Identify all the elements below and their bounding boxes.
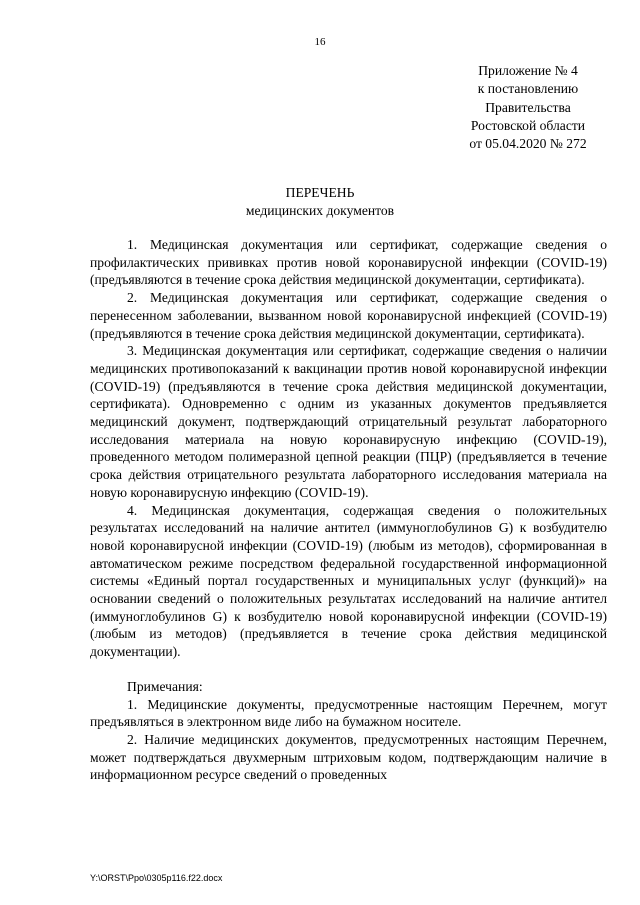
title-heading: ПЕРЕЧЕНЬ [285, 185, 355, 200]
note-item: 1. Медицинские документы, предусмотренные настоящим Перечнем, могут предъявляться в электронном виде либо на бумажном носителе. [90, 696, 607, 730]
note-item: 2. Наличие медицинских документов, предусмотренных настоящим Перечнем, может подтверждаться двухмерным штриховым кодом, подтверждающим наличие в информационном ресурсе сведений о проведенных [90, 731, 607, 783]
footer-file-path: Y:\ORST\Ppo\0305p116.f22.docx [90, 873, 223, 883]
list-item: 2. Медицинская документация или сертификат, содержащие сведения о перенесенном заболевании, вызванном новой коронавирусной инфекцией (COVID-19) (предъявляются в течение срока действия медицинской документации, сертификата). [90, 290, 607, 341]
list-item: 3. Медицинская документация или сертификат, содержащие сведения о наличии медицинских противопоказаний к вакцинации против новой коронавирусной инфекции (COVID-19) (предъявляются в течение срока действия медицинской документации, сертификата). Одновременно с одним из указанных документов предъявляется медицинский документ, подтверждающий отрицательный результат лабораторного исследования материала на новую коронавирусную инфекцию (COVID-19), проведенного методом полимеразной цепной реакции (ПЦР) (предъявляется в течение срока действия отрицательного результата лабораторного исследования материала на новую коронавирусную инфекцию (COVID-19). [90, 343, 607, 500]
list-item: 4. Медицинская документация, содержащая сведения о положительных результатах исследований на наличие антител (иммуноглобулинов G) к возбудителю новой коронавирусной инфекции (COVID-19) (любым из методов), сформированная в автоматическом режиме посредством федеральной государственной информационной системы «Единый портал государственных и муниципальных услуг (функций)» на основании сведений о положительных результатах исследований на наличие антител (иммуноглобулинов G) к возбудителю новой коронавирусной инфекции (COVID-19) (любым из методов) (предъявляется в течение срока действия медицинской документации). [90, 502, 607, 660]
list-item: 1. Медицинская документация или сертификат, содержащие сведения о профилактических прививках против новой коронавирусной инфекции (COVID-19) (предъявляются в течение срока действия медицинской документации, сертификата). [90, 237, 607, 288]
appendix-line: от 05.04.2020 № 272 [469, 136, 587, 152]
title-subheading: медицинских документов [245, 203, 395, 218]
appendix-block [448, 62, 608, 153]
notes-heading: Примечания: [127, 678, 203, 694]
appendix-line: к постановлению [477, 81, 579, 97]
page-number: 16 [314, 36, 326, 48]
document-title [0, 184, 640, 220]
appendix-line: Приложение № 4 [478, 63, 578, 78]
appendix-line: Ростовской области [470, 117, 586, 133]
document-body [90, 236, 607, 784]
appendix-line: Правительства [485, 99, 571, 115]
